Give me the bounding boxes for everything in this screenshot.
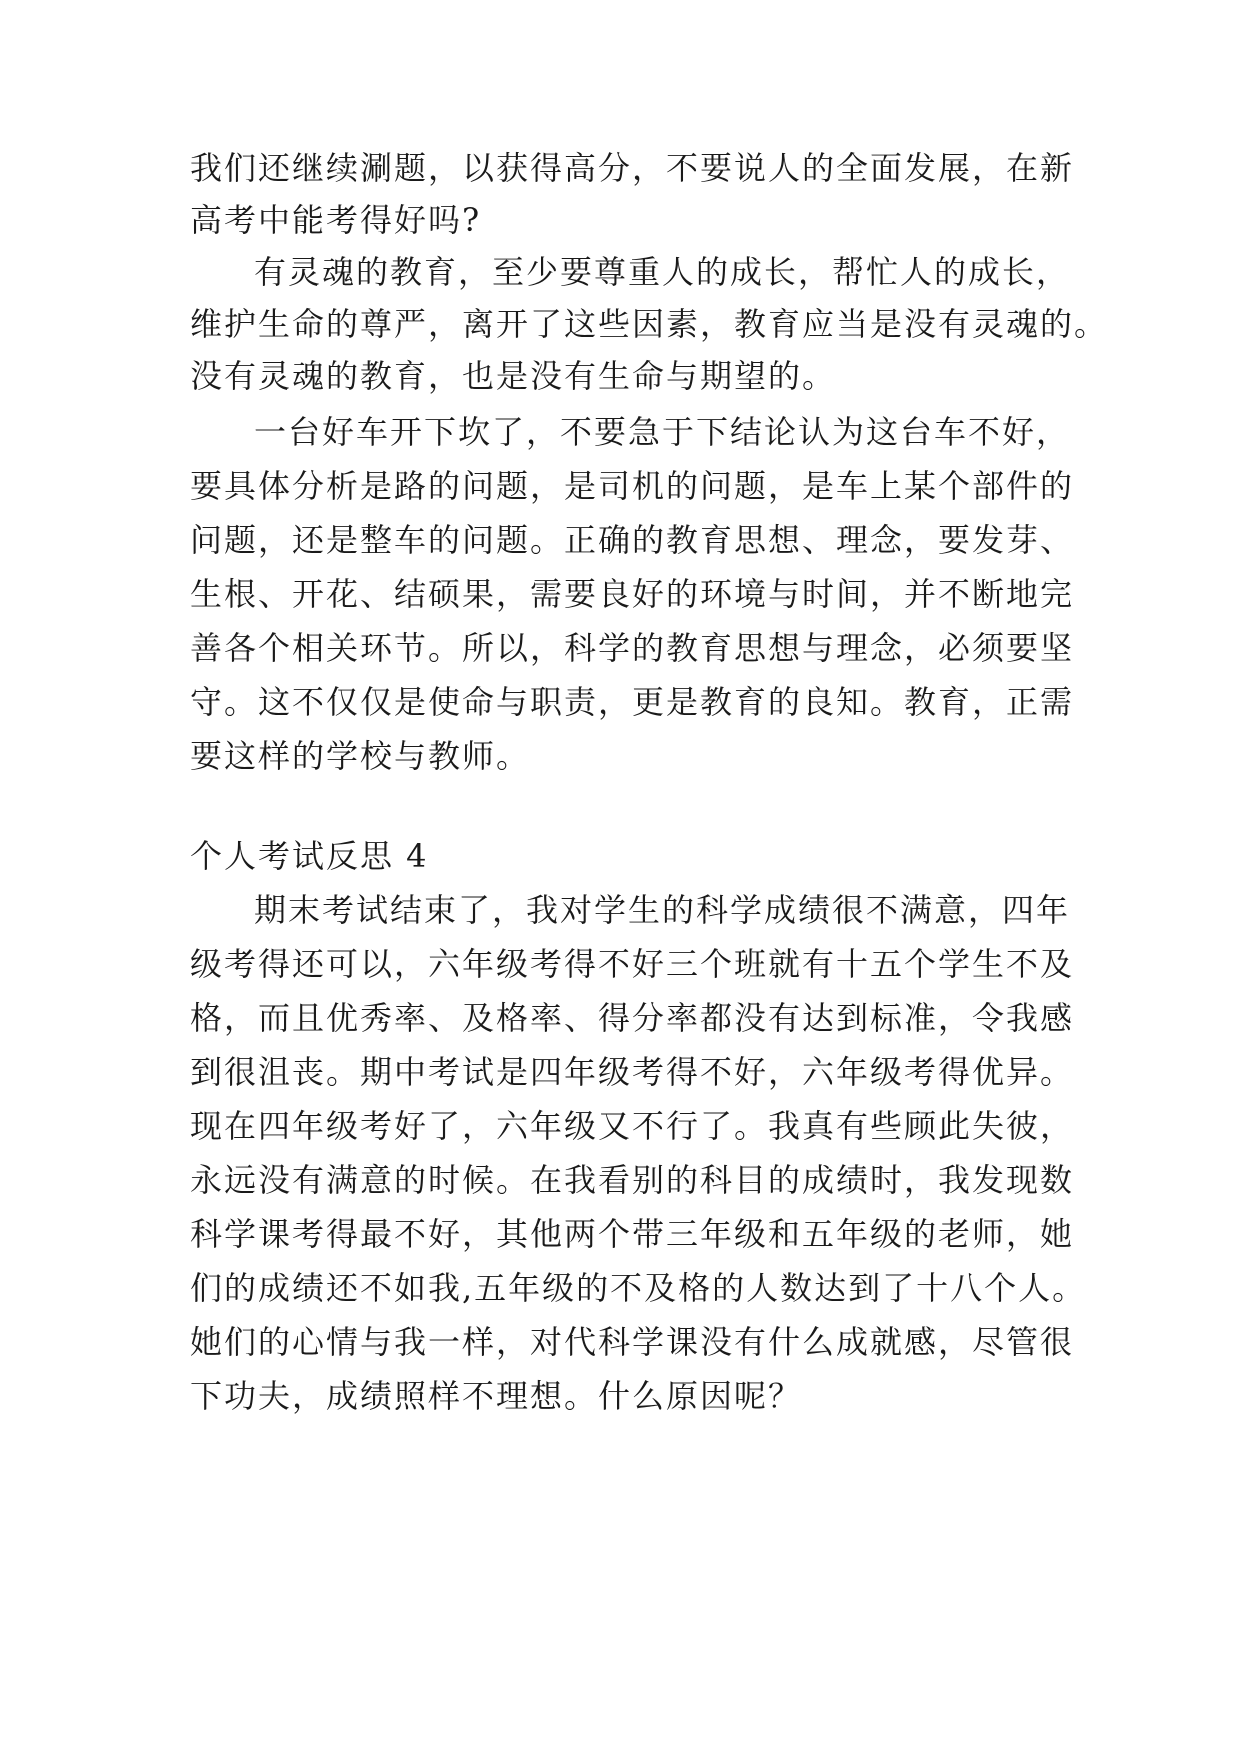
- text-line: 现在四年级考好了，六年级又不行了。我真有些顾此失彼，: [190, 1107, 1075, 1145]
- text-line: 高考中能考得好吗?: [190, 201, 482, 239]
- text-line: 一台好车开下坎了，不要急于下结论认为这台车不好，: [254, 413, 1071, 451]
- text-line: 们的成绩还不如我,五年级的不及格的人数达到了十八个人。: [190, 1269, 1087, 1307]
- text-line: 没有灵魂的教育，也是没有生命与期望的。: [190, 357, 837, 395]
- text-line: 下功夫，成绩照样不理想。什么原因呢？: [190, 1377, 803, 1415]
- text-line: 永远没有满意的时候。在我看别的科目的成绩时，我发现数: [190, 1161, 1075, 1199]
- text-line: 问题，还是整车的问题。正确的教育思想、理念，要发芽、: [190, 521, 1075, 559]
- text-line: 生根、开花、结硕果，需要良好的环境与时间，并不断地完: [190, 575, 1075, 613]
- text-line: 要这样的学校与教师。: [190, 737, 531, 775]
- text-line: 维护生命的尊严，离开了这些因素，教育应当是没有灵魂的。: [190, 305, 1109, 343]
- text-line: 有灵魂的教育，至少要尊重人的成长，帮忙人的成长，: [254, 253, 1071, 291]
- section-heading: 个人考试反思 4: [190, 837, 429, 875]
- text-line: 守。这不仅仅是使命与职责，更是教育的良知。教育，正需: [190, 683, 1075, 721]
- text-line: 她们的心情与我一样，对代科学课没有什么成就感，尽管很: [190, 1323, 1075, 1361]
- text-line: 善各个相关环节。所以，科学的教育思想与理念，必须要坚: [190, 629, 1075, 667]
- text-line: 要具体分析是路的问题，是司机的问题，是车上某个部件的: [190, 467, 1075, 505]
- text-line: 科学课考得最不好，其他两个带三年级和五年级的老师，她: [190, 1215, 1075, 1253]
- text-line: 级考得还可以，六年级考得不好三个班就有十五个学生不及: [190, 945, 1075, 983]
- text-line: 到很沮丧。期中考试是四年级考得不好，六年级考得优异。: [190, 1053, 1075, 1091]
- text-line: 我们还继续涮题，以获得高分，不要说人的全面发展，在新: [190, 149, 1075, 187]
- text-line: 格，而且优秀率、及格率、得分率都没有达到标准，令我感: [190, 999, 1075, 1037]
- text-line: 期末考试结束了，我对学生的科学成绩很不满意，四年: [254, 891, 1071, 929]
